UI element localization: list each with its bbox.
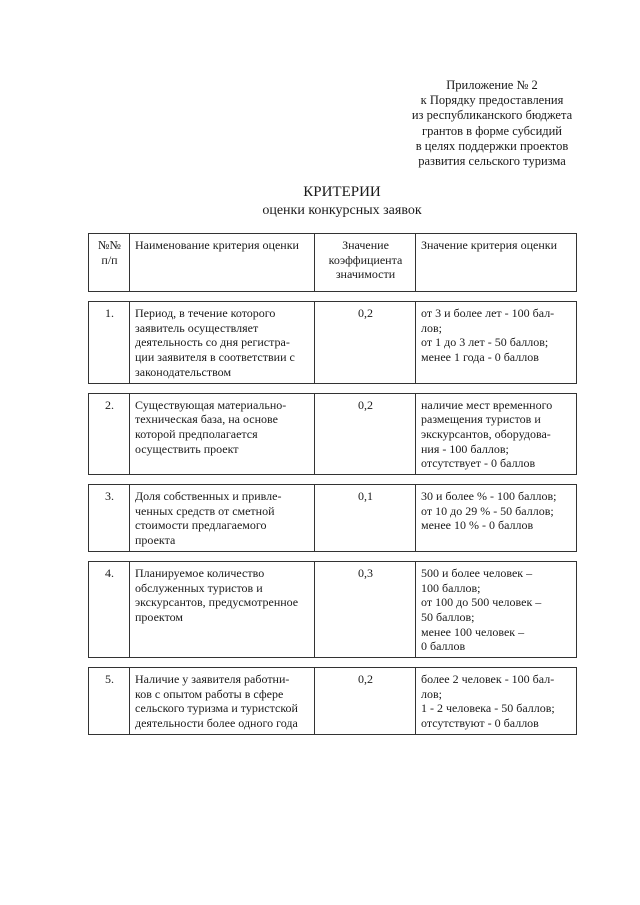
table-row: [89, 561, 577, 657]
row-name: [130, 302, 315, 384]
row-score: [416, 668, 577, 735]
cell-line: заявитель осуществляет: [135, 320, 259, 335]
cell-line: сельского туризма и туристской: [135, 701, 298, 716]
gap-cell: [89, 292, 577, 302]
table-row: [89, 668, 577, 735]
header-text: значимости: [335, 267, 396, 282]
document-subtitle: оценки конкурсных заявок: [262, 203, 422, 218]
row-coef: 0,3: [315, 561, 416, 657]
appendix-line: в целях поддержки проектов: [415, 138, 569, 153]
cell-line: техническая база, на основе: [135, 412, 278, 427]
appendix-line: грантов в форме субсидий: [421, 123, 562, 138]
cell-line: экскурсантов, оборудова-: [421, 426, 551, 441]
row-name: [130, 485, 315, 552]
cell-line: деятельность со дня регистра-: [135, 335, 290, 350]
gap-row: [89, 551, 577, 561]
row-num: 5.: [89, 668, 130, 735]
table-row: [89, 485, 577, 552]
cell-line: проектом: [135, 609, 184, 624]
row-name: [130, 561, 315, 657]
row-num: 3.: [89, 485, 130, 552]
header-text: п/п: [101, 252, 118, 267]
row-coef: 0,2: [315, 668, 416, 735]
row-num: 1.: [89, 302, 130, 384]
cell-line: стоимости предлагаемого: [135, 518, 267, 533]
header-coef: [315, 234, 416, 292]
cell-line: 50 баллов;: [421, 609, 475, 624]
header-text: №№: [98, 238, 121, 252]
appendix-block: [390, 78, 594, 169]
cell-line: от 3 и более лет - 100 бал-: [421, 306, 555, 320]
row-coef: 0,2: [315, 393, 416, 475]
row-score: [416, 302, 577, 384]
cell-line: которой предполагается: [135, 426, 258, 441]
cell-line: 500 и более человек –: [421, 565, 533, 580]
cell-line: от 100 до 500 человек –: [421, 595, 542, 610]
cell-line: размещения туристов и: [421, 412, 541, 427]
cell-line: Планируемое количество: [135, 565, 265, 580]
row-num: 2.: [89, 393, 130, 475]
table-row: [89, 393, 577, 475]
appendix-line: из республиканского бюджета: [411, 108, 573, 123]
cell-line: законодательством: [135, 364, 232, 379]
cell-line: менее 1 года - 0 баллов: [421, 350, 539, 365]
cell-line: ченных средств от сметной: [135, 503, 275, 518]
cell-line: Существующая материально-: [135, 397, 287, 412]
cell-line: менее 10 % - 0 баллов: [421, 518, 534, 533]
appendix-line: Приложение № 2: [446, 78, 538, 92]
cell-line: лов;: [421, 320, 442, 335]
table-row: [89, 302, 577, 384]
row-name: [130, 393, 315, 475]
header-text: Наименование критерия оценки: [135, 238, 299, 252]
row-score: [416, 393, 577, 475]
cell-line: менее 100 человек –: [421, 624, 525, 639]
row-name: [130, 668, 315, 735]
cell-line: проекта: [135, 533, 176, 548]
header-text: Значение критерия оценки: [421, 238, 557, 252]
row-score: [416, 485, 577, 552]
cell-line: 1 - 2 человека - 50 баллов;: [421, 701, 555, 716]
cell-line: от 1 до 3 лет - 50 баллов;: [421, 335, 549, 350]
cell-line: ции заявителя в соответствии с: [135, 350, 295, 365]
cell-line: экскурсантов, предусмотренное: [135, 595, 299, 610]
row-coef: 0,1: [315, 485, 416, 552]
cell-line: отсутствует - 0 баллов: [421, 456, 536, 471]
cell-line: осуществить проект: [135, 441, 239, 456]
row-coef: 0,2: [315, 302, 416, 384]
cell-line: отсутствуют - 0 баллов: [421, 716, 539, 731]
cell-line: 0 баллов: [421, 639, 466, 654]
cell-line: ния - 100 баллов;: [421, 441, 509, 456]
cell-line: лов;: [421, 686, 442, 701]
gap-cell: [89, 658, 577, 668]
gap-row: [89, 292, 577, 302]
gap-cell: [89, 383, 577, 393]
appendix-line: развития сельского туризма: [418, 154, 566, 169]
cell-line: ков с опытом работы в сфере: [135, 686, 284, 701]
header-score: [416, 234, 577, 292]
header-name: [130, 234, 315, 292]
gap-row: [89, 475, 577, 485]
table-header-row: [89, 234, 577, 292]
gap-cell: [89, 475, 577, 485]
gap-row: [89, 383, 577, 393]
cell-line: деятельности более одного года: [135, 716, 298, 731]
gap-row: [89, 658, 577, 668]
header-text: коэффициента: [328, 252, 403, 267]
header-num: [89, 234, 130, 292]
cell-line: обслуженных туристов и: [135, 580, 263, 595]
row-num: 4.: [89, 561, 130, 657]
cell-line: 30 и более % - 100 баллов;: [421, 489, 557, 504]
criteria-table: [88, 233, 577, 735]
cell-line: Наличие у заявителя работни-: [135, 672, 290, 687]
cell-line: 100 баллов;: [421, 580, 481, 595]
cell-line: наличие мест временного: [421, 397, 553, 412]
header-text: Значение: [342, 238, 389, 252]
document-title: КРИТЕРИИ: [303, 184, 381, 200]
cell-line: Период, в течение которого: [135, 306, 276, 320]
cell-line: от 10 до 29 % - 50 баллов;: [421, 503, 554, 518]
appendix-line: к Порядку предоставления: [420, 93, 564, 108]
cell-line: более 2 человек - 100 бал-: [421, 672, 555, 687]
cell-line: Доля собственных и привле-: [135, 489, 282, 504]
gap-cell: [89, 551, 577, 561]
row-score: [416, 561, 577, 657]
